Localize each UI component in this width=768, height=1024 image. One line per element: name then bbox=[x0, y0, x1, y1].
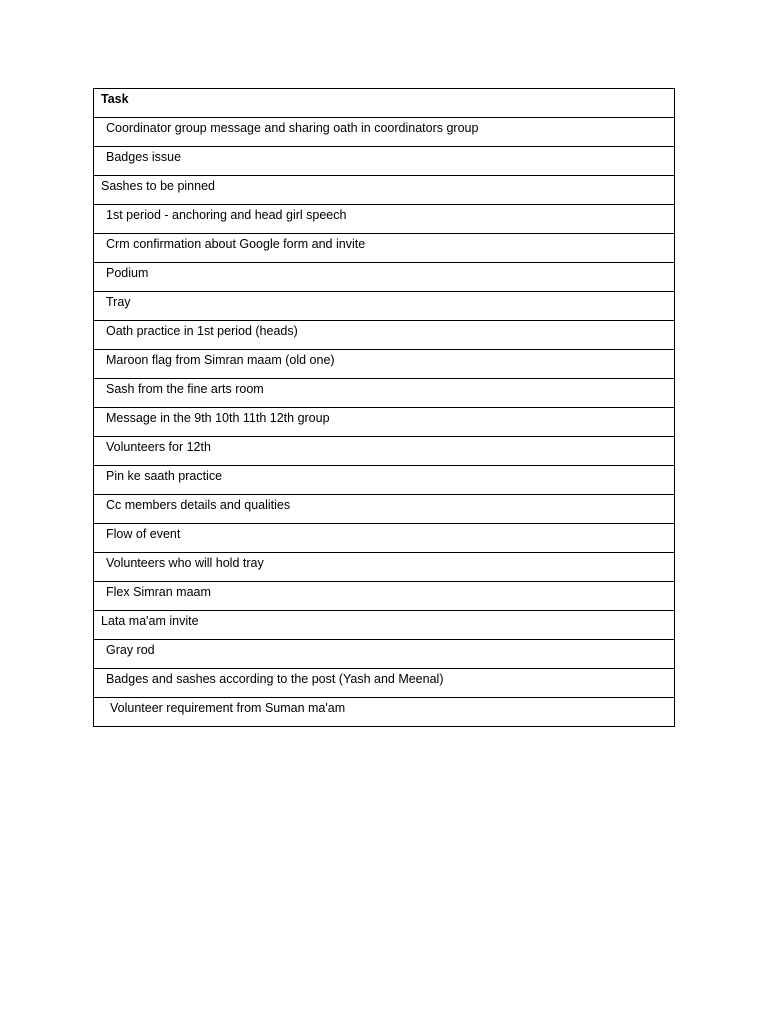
table-cell: Sashes to be pinned bbox=[94, 176, 675, 205]
table-row bbox=[94, 350, 675, 379]
table-cell: Tray bbox=[94, 292, 675, 321]
table-row bbox=[94, 321, 675, 350]
table-row bbox=[94, 524, 675, 553]
table-row bbox=[94, 205, 675, 234]
table-cell: Message in the 9th 10th 11th 12th group bbox=[94, 408, 675, 437]
table-cell: 1st period - anchoring and head girl speech bbox=[94, 205, 675, 234]
table-row bbox=[94, 669, 675, 698]
table-cell: Podium bbox=[94, 263, 675, 292]
table-row bbox=[94, 292, 675, 321]
table-row bbox=[94, 553, 675, 582]
table-cell: Volunteers for 12th bbox=[94, 437, 675, 466]
table-row bbox=[94, 640, 675, 669]
table-cell: Coordinator group message and sharing oath in coordinators group bbox=[94, 118, 675, 147]
table-cell: Crm confirmation about Google form and invite bbox=[94, 234, 675, 263]
table-row bbox=[94, 379, 675, 408]
table-row bbox=[94, 466, 675, 495]
table-cell: Badges issue bbox=[94, 147, 675, 176]
table-row bbox=[94, 408, 675, 437]
table-row bbox=[94, 611, 675, 640]
table-header-cell: Task bbox=[94, 89, 675, 118]
table-row bbox=[94, 582, 675, 611]
table-cell: Lata ma'am invite bbox=[94, 611, 675, 640]
table-cell: Gray rod bbox=[94, 640, 675, 669]
table-row bbox=[94, 118, 675, 147]
table-cell: Volunteers who will hold tray bbox=[94, 553, 675, 582]
table-row bbox=[94, 263, 675, 292]
table-row bbox=[94, 147, 675, 176]
table-cell: Oath practice in 1st period (heads) bbox=[94, 321, 675, 350]
table-cell: Badges and sashes according to the post (Yash and Meenal) bbox=[94, 669, 675, 698]
table-cell: Cc members details and qualities bbox=[94, 495, 675, 524]
table-header-row bbox=[94, 89, 675, 118]
table-row bbox=[94, 234, 675, 263]
table-row bbox=[94, 437, 675, 466]
table-row bbox=[94, 176, 675, 205]
table-row bbox=[94, 698, 675, 727]
table-cell: Volunteer requirement from Suman ma'am bbox=[94, 698, 675, 727]
table-cell: Flex Simran maam bbox=[94, 582, 675, 611]
task-table bbox=[93, 88, 675, 727]
table-row bbox=[94, 495, 675, 524]
table-cell: Flow of event bbox=[94, 524, 675, 553]
table-cell: Maroon flag from Simran maam (old one) bbox=[94, 350, 675, 379]
table-cell: Sash from the fine arts room bbox=[94, 379, 675, 408]
table-cell: Pin ke saath practice bbox=[94, 466, 675, 495]
